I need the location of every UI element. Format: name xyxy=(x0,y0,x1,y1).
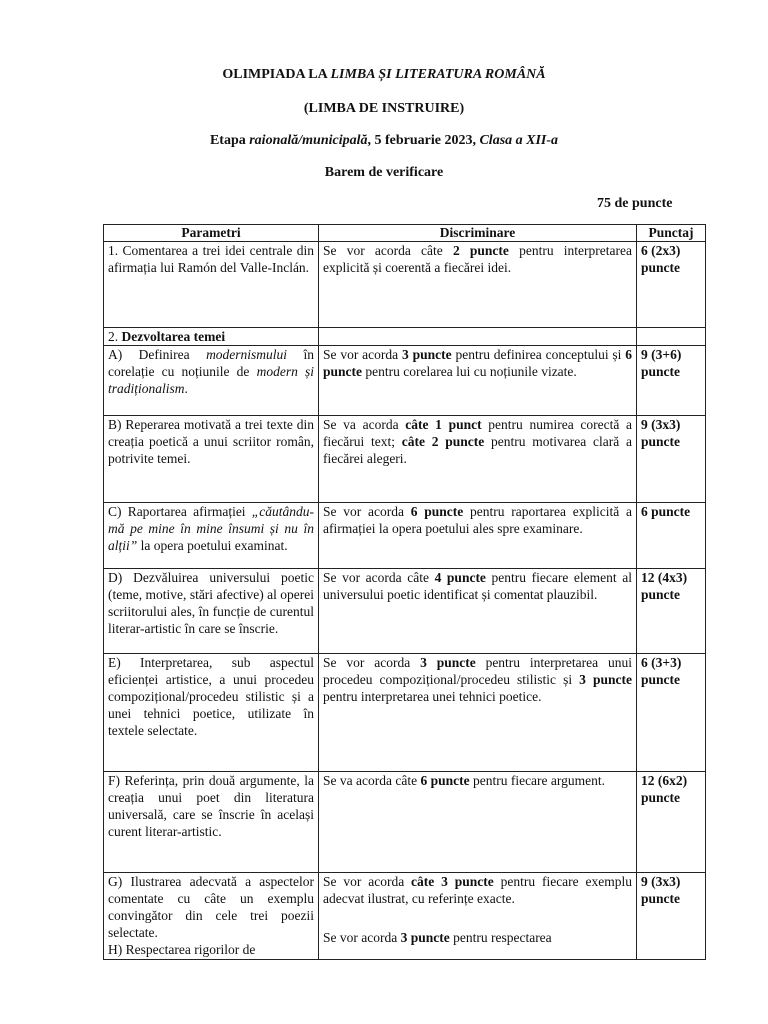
section-title-cell xyxy=(104,328,319,346)
text-run-bold: 3 puncte xyxy=(420,655,476,670)
points-cell: 9 (3x3) puncte xyxy=(637,873,706,960)
text-run-bold: câte 3 puncte xyxy=(411,874,494,889)
text-run: Se vor acorda xyxy=(323,347,402,362)
text-run-italic: modern și tradiționalism xyxy=(108,364,315,396)
empty-cell xyxy=(319,328,637,346)
text-run: pentru interpretarea unui procedeu compozițional/procedeu stilistic și xyxy=(323,655,632,687)
text-run: pentru raportarea explicită a afirmației la opera poetului ales spre examinare. xyxy=(323,504,632,536)
points-cell: 6 puncte xyxy=(637,503,706,569)
empty-cell xyxy=(637,328,706,346)
text-run: pentru numirea corectă a fiecărui text; xyxy=(323,417,632,449)
param-cell xyxy=(104,503,319,569)
document-type: Barem de verificare xyxy=(324,165,444,180)
text-run: Se vor acorda xyxy=(323,504,411,519)
section-row xyxy=(104,328,706,346)
text-run-bold: 6 puncte xyxy=(323,347,632,379)
title-prefix: OLIMPIADA LA xyxy=(222,67,331,82)
text-run-bold: 6 puncte xyxy=(410,504,464,519)
section-label: Dezvoltarea temei xyxy=(121,329,226,344)
stage-date: , 5 februarie 2023, xyxy=(367,133,480,148)
table-row xyxy=(104,242,706,328)
grading-table xyxy=(103,224,706,960)
stage-level: raională/municipală xyxy=(249,133,368,148)
discriminare-cell xyxy=(319,569,637,654)
text-run-bold: câte 1 punct xyxy=(405,417,482,432)
header-discriminare: Discriminare xyxy=(319,225,637,242)
text-run-bold: 2 puncte xyxy=(452,243,509,258)
text-run: pentru interpretarea explicită și coerentă a fiecărei idei. xyxy=(323,243,632,275)
table-header-row xyxy=(104,225,706,242)
points-cell: 9 (3+6) puncte xyxy=(637,346,706,416)
text-run: C) Raportarea afirmației xyxy=(108,504,252,519)
text-run: pentru corelarea lui cu noțiunile vizate. xyxy=(362,364,577,379)
text-run-bold: 6 puncte xyxy=(420,773,470,788)
param-g: G) Ilustrarea adecvată a aspectelor comentate cu câte un exemplu convingător din cele trei poezii selectate. xyxy=(108,874,314,940)
discriminare-cell xyxy=(319,346,637,416)
table-row xyxy=(104,346,706,416)
points-cell: 6 (2x3) puncte xyxy=(637,242,706,328)
text-run: Se vor acorda xyxy=(323,930,401,945)
header-punctaj: Punctaj xyxy=(637,225,706,242)
discriminare-cell xyxy=(319,873,637,960)
total-points: 75 de puncte xyxy=(597,196,673,211)
discriminare-cell xyxy=(319,654,637,772)
text-run-bold: 3 puncte xyxy=(402,347,452,362)
points-cell: 12 (4x3) puncte xyxy=(637,569,706,654)
discriminare-cell xyxy=(319,242,637,328)
text-run: Se vor acorda câte xyxy=(323,570,435,585)
param-cell: 1. Comentarea a trei idei centrale din afirmația lui Ramón del Valle-Inclán. xyxy=(104,242,319,328)
text-run: Se vor acorda xyxy=(323,655,421,670)
criterion-h xyxy=(323,929,632,946)
text-run: pentru fiecare element al universului poetic identificat și comentat plauzibil. xyxy=(323,570,632,602)
table-row xyxy=(104,503,706,569)
table-row xyxy=(104,772,706,873)
text-run-bold: câte 2 puncte xyxy=(401,434,485,449)
text-run: pentru definirea conceptului și xyxy=(451,347,626,362)
text-run-bold: 3 puncte xyxy=(579,672,632,687)
text-run: Se vor acorda câte xyxy=(323,243,453,258)
text-run: . xyxy=(184,381,188,396)
text-run: pentru fiecare exemplu adecvat ilustrat, cu referințe exacte. xyxy=(323,874,633,906)
stage-class: Clasa a XII-a xyxy=(479,133,559,148)
param-cell: B) Reperarea motivată a trei texte din creația poetică a unui scriitor român, potrivite temei. xyxy=(104,416,319,503)
table-row xyxy=(104,416,706,503)
text-run-italic: „căutându-mă pe mine în mine însumi și nu în alții” xyxy=(108,504,314,553)
points-cell: 12 (6x2) puncte xyxy=(637,772,706,873)
table-row xyxy=(104,654,706,772)
criterion-g xyxy=(323,873,632,907)
header-parametri: Parametri xyxy=(104,225,319,242)
text-run: la opera poetului examinat. xyxy=(137,538,288,553)
text-run: pentru fiecare argument. xyxy=(469,773,606,788)
text-run: pentru motivarea clară a fiecărei alegeri. xyxy=(323,434,632,466)
discriminare-cell xyxy=(319,503,637,569)
text-run: Se vor acorda xyxy=(323,874,412,889)
points-cell: 6 (3+3) puncte xyxy=(637,654,706,772)
text-run: pentru respectarea xyxy=(449,930,552,945)
title-subject: LIMBA ȘI LITERATURA ROMÂNĂ xyxy=(330,67,546,82)
document-title xyxy=(0,66,768,83)
section-number: 2. xyxy=(108,329,122,344)
text-run: Se va acorda câte xyxy=(323,773,421,788)
discriminare-cell xyxy=(319,416,637,503)
param-cell: D) Dezvăluirea universului poetic (teme, motive, stări afective) al operei scriitorului ales, în funcție de curentul literar-artistic în care se înscrie. xyxy=(104,569,319,654)
discriminare-cell xyxy=(319,772,637,873)
param-cell: F) Referința, prin două argumente, la creația unui poet din literatura universală, care se înscrie în același curent literar-artistic. xyxy=(104,772,319,873)
table-row xyxy=(104,873,706,960)
param-cell xyxy=(104,346,319,416)
document-subtitle: (LIMBA DE INSTRUIRE) xyxy=(303,101,465,116)
text-run: A) Definirea xyxy=(108,347,207,362)
text-run-bold: 4 puncte xyxy=(434,570,486,585)
stage-line xyxy=(0,132,768,149)
text-run: în corelație cu noțiunile de xyxy=(108,347,314,379)
param-cell xyxy=(104,873,319,960)
stage-label: Etapa xyxy=(209,133,250,148)
points-cell: 9 (3x3) puncte xyxy=(637,416,706,503)
table-row xyxy=(104,569,706,654)
text-run-bold: 3 puncte xyxy=(400,930,450,945)
text-run: Se va acorda xyxy=(323,417,406,432)
text-run-italic: modernismului xyxy=(206,347,288,362)
param-cell: E) Interpretarea, sub aspectul eficienței artistice, a unui procedeu compozițional/procedeu stilistic și a unei tehnici poetice, utilizate în textele selectate. xyxy=(104,654,319,772)
param-h: H) Respectarea rigorilor de xyxy=(108,942,256,957)
text-run: pentru interpretarea unei tehnici poetice. xyxy=(323,689,542,704)
